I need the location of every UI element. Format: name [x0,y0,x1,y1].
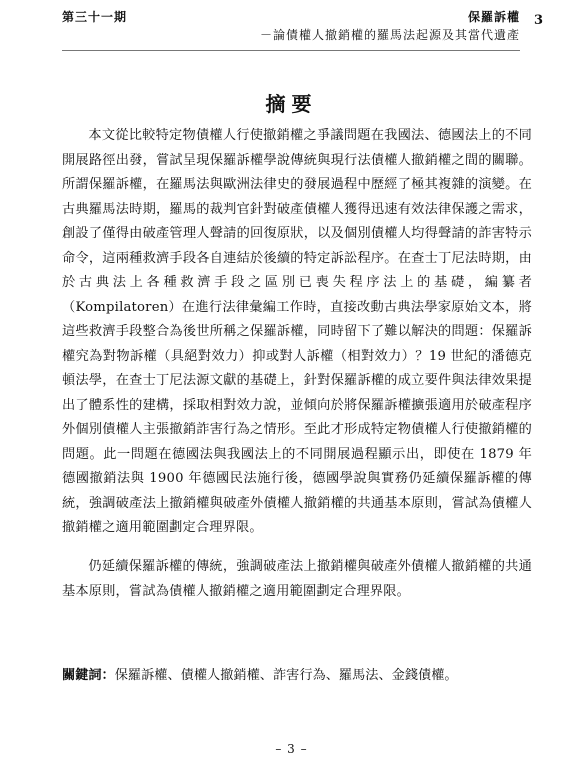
page-number-bottom: – 3 – [275,742,308,756]
header-divider [62,50,520,51]
abstract-paragraph-1: 本文從比較特定物債權人行使撤銷權之爭議問題在我國法、德國法上的不同開展路徑出發，嘗試呈現保羅訴權學說傳統與現行法債權人撤銷權之間的關聯。所謂保羅訴權，在羅馬法與歐洲法律史的發展過程中歷經了極其複雜的演變。在古典羅馬法時期，羅馬的裁判官針對破產債權人獲得迅速有效法律保護之需求，創設了僅得由破產管理人聲請的回復原狀，以及個別債權人均得聲請的詐害特示命令，這兩種救濟手段各自連結於後續的特定訴訟程序。在查士丁尼法時期，由於古典法上各種救濟手段之區別已喪失程序法上的基礎，編纂者（Kompilatoren）在進行法律彙編工作時，直接改動古典法學家原始文本，將這些救濟手段整合為後世所稱之保羅訴權，同時留下了難以解決的問題：保羅訴權究為對物訴權（具絕對效力）抑或對人訴權（相對效力）？19 世紀的潘德克頓法學，在查士丁尼法源文獻的基礎上，針對保羅訴權的成立要件與法律效果提出了體系性的建構，採取相對效力說，並傾向於將保羅訴權擴張適用於破產程序外個別債權人主張撤銷詐害行為之情形。至此才形成特定物債權人行使撤銷權的問題。此一問題在德國法與我國法上的不同開展過程顯示出，即使在 1879 年德國撤銷法與 1900 年德國民法施行後，德國學說與實務仍延續保羅訴權的傳統，強調破產法上撤銷權與破產外債權人撤銷權的共通基本原則，嘗試為債權人撤銷權之適用範圍劃定合理界限。 [62,128,532,535]
running-subtitle: －論債權人撤銷權的羅馬法起源及其當代遺產 [259,28,520,42]
abstract-title: 摘要 [265,92,318,116]
running-title: 保羅訴權 [467,10,520,24]
keywords-line [62,666,532,686]
keywords-label: 關鍵詞： [62,668,115,683]
journal-issue: 第三十一期 [62,10,128,24]
page-number-top: 3 [533,13,543,28]
abstract-paragraph-2: 仍延續保羅訴權的傳統，強調破產法上撤銷權與破產外債權人撤銷權的共通基本原則，嘗試為債權人撤銷權之適用範圍劃定合理界限。 [62,559,532,599]
keywords-value: 保羅訴權、債權人撤銷權、詐害行為、羅馬法、金錢債權。 [114,668,458,683]
